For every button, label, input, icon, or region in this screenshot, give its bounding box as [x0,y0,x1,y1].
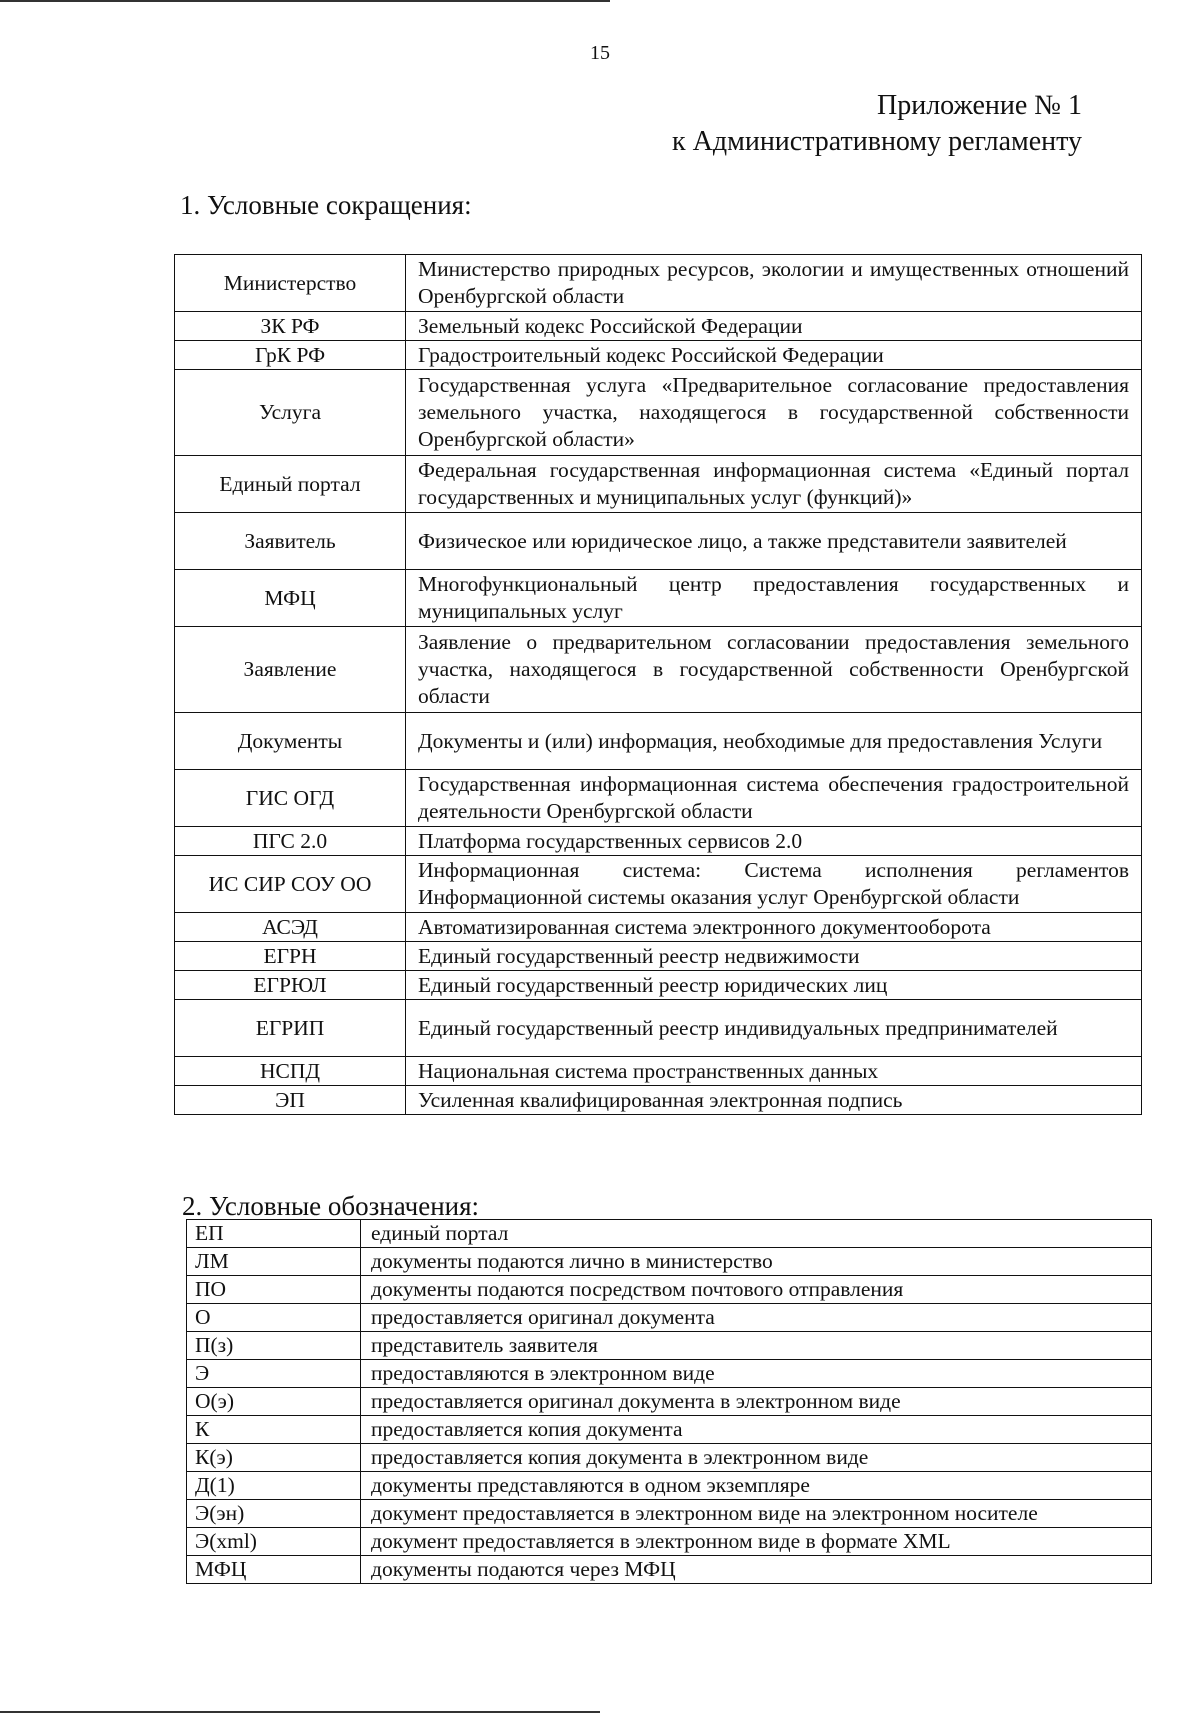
table-row [187,1444,1152,1472]
abbreviation-term: Заявитель [175,513,406,570]
table-row [175,1000,1142,1057]
abbreviation-definition: Физическое или юридическое лицо, а также представители заявителей [406,513,1142,570]
table-row [175,312,1142,341]
abbreviation-definition: Документы и (или) информация, необходимые для предоставления Услуги [406,713,1142,770]
abbreviation-definition: Усиленная квалифицированная электронная подпись [406,1086,1142,1115]
abbreviation-definition: Министерство природных ресурсов, экологии и имущественных отношений Оренбургской области [406,255,1142,312]
abbreviation-term: ГрК РФ [175,341,406,370]
abbreviation-definition: Федеральная государственная информационная система «Единый портал государственных и муниципальных услуг (функций)» [406,456,1142,513]
abbreviation-term: Заявление [175,627,406,713]
abbreviation-term: ЕГРН [175,942,406,971]
symbol-code: МФЦ [187,1556,361,1584]
table-row [175,513,1142,570]
table-row [187,1276,1152,1304]
abbreviation-definition: Единый государственный реестр недвижимости [406,942,1142,971]
abbreviation-term: Единый портал [175,456,406,513]
symbol-code: П(з) [187,1332,361,1360]
abbreviation-definition: Государственная услуга «Предварительное согласование предоставления земельного участка, находящегося в государственной собственности Оренбургской области» [406,370,1142,456]
abbreviation-term: НСПД [175,1057,406,1086]
table-row [187,1472,1152,1500]
abbreviation-definition: Многофункциональный центр предоставления государственных и муниципальных услуг [406,570,1142,627]
scan-edge-bottom [0,1711,600,1713]
appendix-header [672,88,1082,160]
symbol-meaning: документы подаются посредством почтового отправления [361,1276,1152,1304]
table-row [187,1528,1152,1556]
table-row [175,942,1142,971]
symbol-code: Д(1) [187,1472,361,1500]
table-row [175,856,1142,913]
abbreviation-term: ГИС ОГД [175,770,406,827]
symbol-code: Э(эн) [187,1500,361,1528]
table-row [175,770,1142,827]
table-row [187,1304,1152,1332]
symbol-code: О [187,1304,361,1332]
table-row [175,456,1142,513]
section-2-heading: 2. Условные обозначения: [182,1191,480,1221]
abbreviation-term: ЕГРИП [175,1000,406,1057]
symbols-table [186,1219,1152,1584]
page-number: 15 [590,42,610,64]
abbreviation-term: АСЭД [175,913,406,942]
symbol-meaning: предоставляются в электронном виде [361,1360,1152,1388]
symbol-meaning: предоставляется копия документа [361,1416,1152,1444]
table-row [187,1556,1152,1584]
table-row [175,570,1142,627]
abbreviation-definition: Заявление о предварительном согласовании предоставления земельного участка, находящегося в государственной собственности Оренбургской области [406,627,1142,713]
symbol-meaning: предоставляется оригинал документа [361,1304,1152,1332]
symbol-meaning: предоставляется копия документа в электронном виде [361,1444,1152,1472]
table-row [187,1388,1152,1416]
symbol-code: ЕП [187,1220,361,1248]
table-row [175,971,1142,1000]
abbreviation-term: ПГС 2.0 [175,827,406,856]
symbol-meaning: представитель заявителя [361,1332,1152,1360]
symbol-meaning: документ предоставляется в электронном виде на электронном носителе [361,1500,1152,1528]
abbreviation-term: МФЦ [175,570,406,627]
table-row [175,255,1142,312]
abbreviation-term: ИС СИР СОУ ОО [175,856,406,913]
section-1-heading: 1. Условные сокращения: [180,190,472,220]
table-row [175,827,1142,856]
abbreviation-term: Документы [175,713,406,770]
table-row [187,1500,1152,1528]
abbreviation-definition: Единый государственный реестр индивидуальных предпринимателей [406,1000,1142,1057]
symbol-meaning: единый портал [361,1220,1152,1248]
table-row [187,1360,1152,1388]
table-row [175,1057,1142,1086]
table-row [175,341,1142,370]
abbreviation-term: ЭП [175,1086,406,1115]
symbol-code: ПО [187,1276,361,1304]
scan-edge-top [0,0,610,2]
abbreviation-term: Министерство [175,255,406,312]
appendix-subtitle: к Административному регламенту [672,126,1082,157]
table-row [187,1248,1152,1276]
abbreviation-definition: Национальная система пространственных данных [406,1057,1142,1086]
abbreviation-term: ЕГРЮЛ [175,971,406,1000]
abbreviation-definition: Единый государственный реестр юридических лиц [406,971,1142,1000]
abbreviation-term: ЗК РФ [175,312,406,341]
symbol-meaning: предоставляется оригинал документа в электронном виде [361,1388,1152,1416]
symbol-code: ЛМ [187,1248,361,1276]
table-row [175,627,1142,713]
symbol-code: Э(xml) [187,1528,361,1556]
symbol-code: К(э) [187,1444,361,1472]
abbreviation-definition: Земельный кодекс Российской Федерации [406,312,1142,341]
abbreviation-term: Услуга [175,370,406,456]
table-row [175,370,1142,456]
table-row [187,1220,1152,1248]
symbol-meaning: документы подаются лично в министерство [361,1248,1152,1276]
symbol-meaning: документы подаются через МФЦ [361,1556,1152,1584]
symbol-code: К [187,1416,361,1444]
abbreviation-definition: Автоматизированная система электронного документооборота [406,913,1142,942]
table-row [175,1086,1142,1115]
abbreviation-definition: Градостроительный кодекс Российской Федерации [406,341,1142,370]
abbreviations-table [174,254,1142,1115]
abbreviation-definition: Информационная система: Система исполнения регламентов Информационной системы оказания услуг Оренбургской области [406,856,1142,913]
table-row [175,713,1142,770]
table-row [187,1416,1152,1444]
symbol-code: Э [187,1360,361,1388]
symbol-meaning: документы представляются в одном экземпляре [361,1472,1152,1500]
abbreviation-definition: Государственная информационная система обеспечения градостроительной деятельности Оренбургской области [406,770,1142,827]
symbol-meaning: документ предоставляется в электронном виде в формате XML [361,1528,1152,1556]
appendix-title: Приложение № 1 [877,90,1082,121]
table-row [175,913,1142,942]
table-row [187,1332,1152,1360]
symbol-code: О(э) [187,1388,361,1416]
abbreviation-definition: Платформа государственных сервисов 2.0 [406,827,1142,856]
